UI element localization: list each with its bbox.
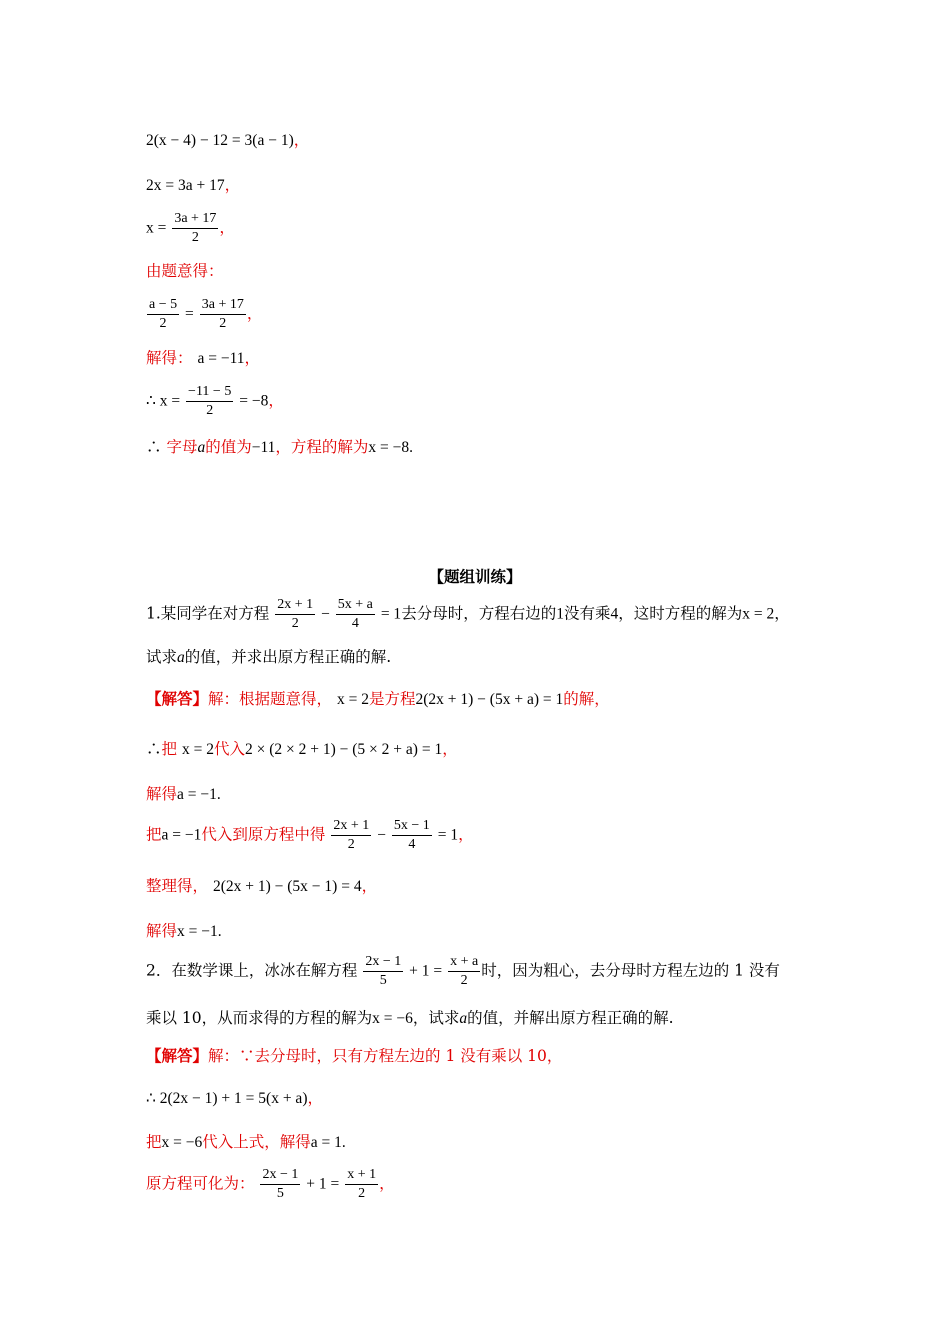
q2-answer-4: 原方程可化为： $\frac{2x - 1}{5}$ + 1 = $\frac{x + 1}{2}$ ， [146,1167,395,1201]
equation-line-1: 2(x − 4) − 12 = 3(a − 1)， [146,131,310,149]
equation-line-3: x = $\frac{3a + 17}{2}$ ， [146,211,235,245]
fraction: $\frac{x + a}{2}$ [450,954,479,988]
fraction: $\frac{5x - 1}{4}$ [393,818,430,852]
fraction: $\frac{2x - 1}{5}$ [365,954,402,988]
fraction: $\frac{2x - 1}{5}$ [262,1167,299,1201]
fraction: $\frac{a - 5}{2}$ [149,297,178,331]
q2-statement: 2．在数学课上，冰冰在解方程 $\frac{2x - 1}{5}$ + 1 = $\frac{x + a}{2}$ 时，因为粗心，去分母时方程左边的 1 没有 [146,954,780,988]
q2-answer-1: 【解答】解：∵去分母时，只有方程左边的 1 没有乘以 10， [146,1046,563,1065]
q1-statement: 1.某同学在对方程 $\frac{2x + 1}{2}$ − $\frac{5x + a}{4}$ = 1去分母时，方程右边的1没有乘4，这时方程的解为x = 2， [146,597,790,631]
fraction: $\frac{x + 1}{2}$ [347,1167,377,1201]
fraction: $\frac{5x + a}{4}$ [337,597,373,631]
text-line-given: 由题意得： [146,262,224,280]
fraction: $\frac{3a + 17}{2}$ [174,211,217,245]
fraction: $\frac{2x + 1}{2}$ [277,597,314,631]
q2-answer-2: ∴ 2(2x − 1) + 1 = 5(x + a)， [146,1089,323,1107]
q1-answer-5: 整理得， 2(2x + 1) − (5x − 1) = 4， [146,877,378,895]
q2-answer-3: 把x = −6代入上式，解得a = 1. [146,1133,346,1151]
q1-answer-4: 把a = −1代入到原方程中得 $\frac{2x + 1}{2}$ − $\frac{5x - 1}{4}$ = 1， [146,818,474,852]
q1-answer-1: 【解答】解：根据题意得， x = 2是方程2(2x + 1) − (5x + a) = 1的解， [146,689,610,708]
equation-line-5: 解得： a = −11， [146,349,261,367]
q2-statement-2: 乘以 10，从而求得的方程的解为x = −6，试求a的值，并解出原方程正确的解. [146,1009,674,1027]
fraction: $\frac{3a + 17}{2}$ [201,297,244,331]
q1-answer-6: 解得x = −1. [146,922,222,940]
q1-statement-2: 试求a的值，并求出原方程正确的解. [146,648,392,666]
equation-line-2: 2x = 3a + 17， [146,176,241,194]
section-title: 【题组训练】 [428,567,522,586]
equation-line-4: $\frac{a - 5}{2}$ = $\frac{3a + 17}{2}$ ， [149,297,263,331]
fraction: $\frac{2x + 1}{2}$ [333,818,370,852]
conclusion-line: ∴ 字母a的值为−11，方程的解为x = −8. [146,438,414,456]
equation-line-6: ∴ x = $\frac{-11 - 5}{2}$ = −8， [146,384,284,418]
q1-answer-3: 解得a = −1. [146,785,221,803]
q1-answer-2: ∴把 x = 2代入2 × (2 × 2 + 1) − (5 × 2 + a) = 1， [146,740,458,758]
fraction: $\frac{-11 - 5}{2}$ [188,384,232,418]
